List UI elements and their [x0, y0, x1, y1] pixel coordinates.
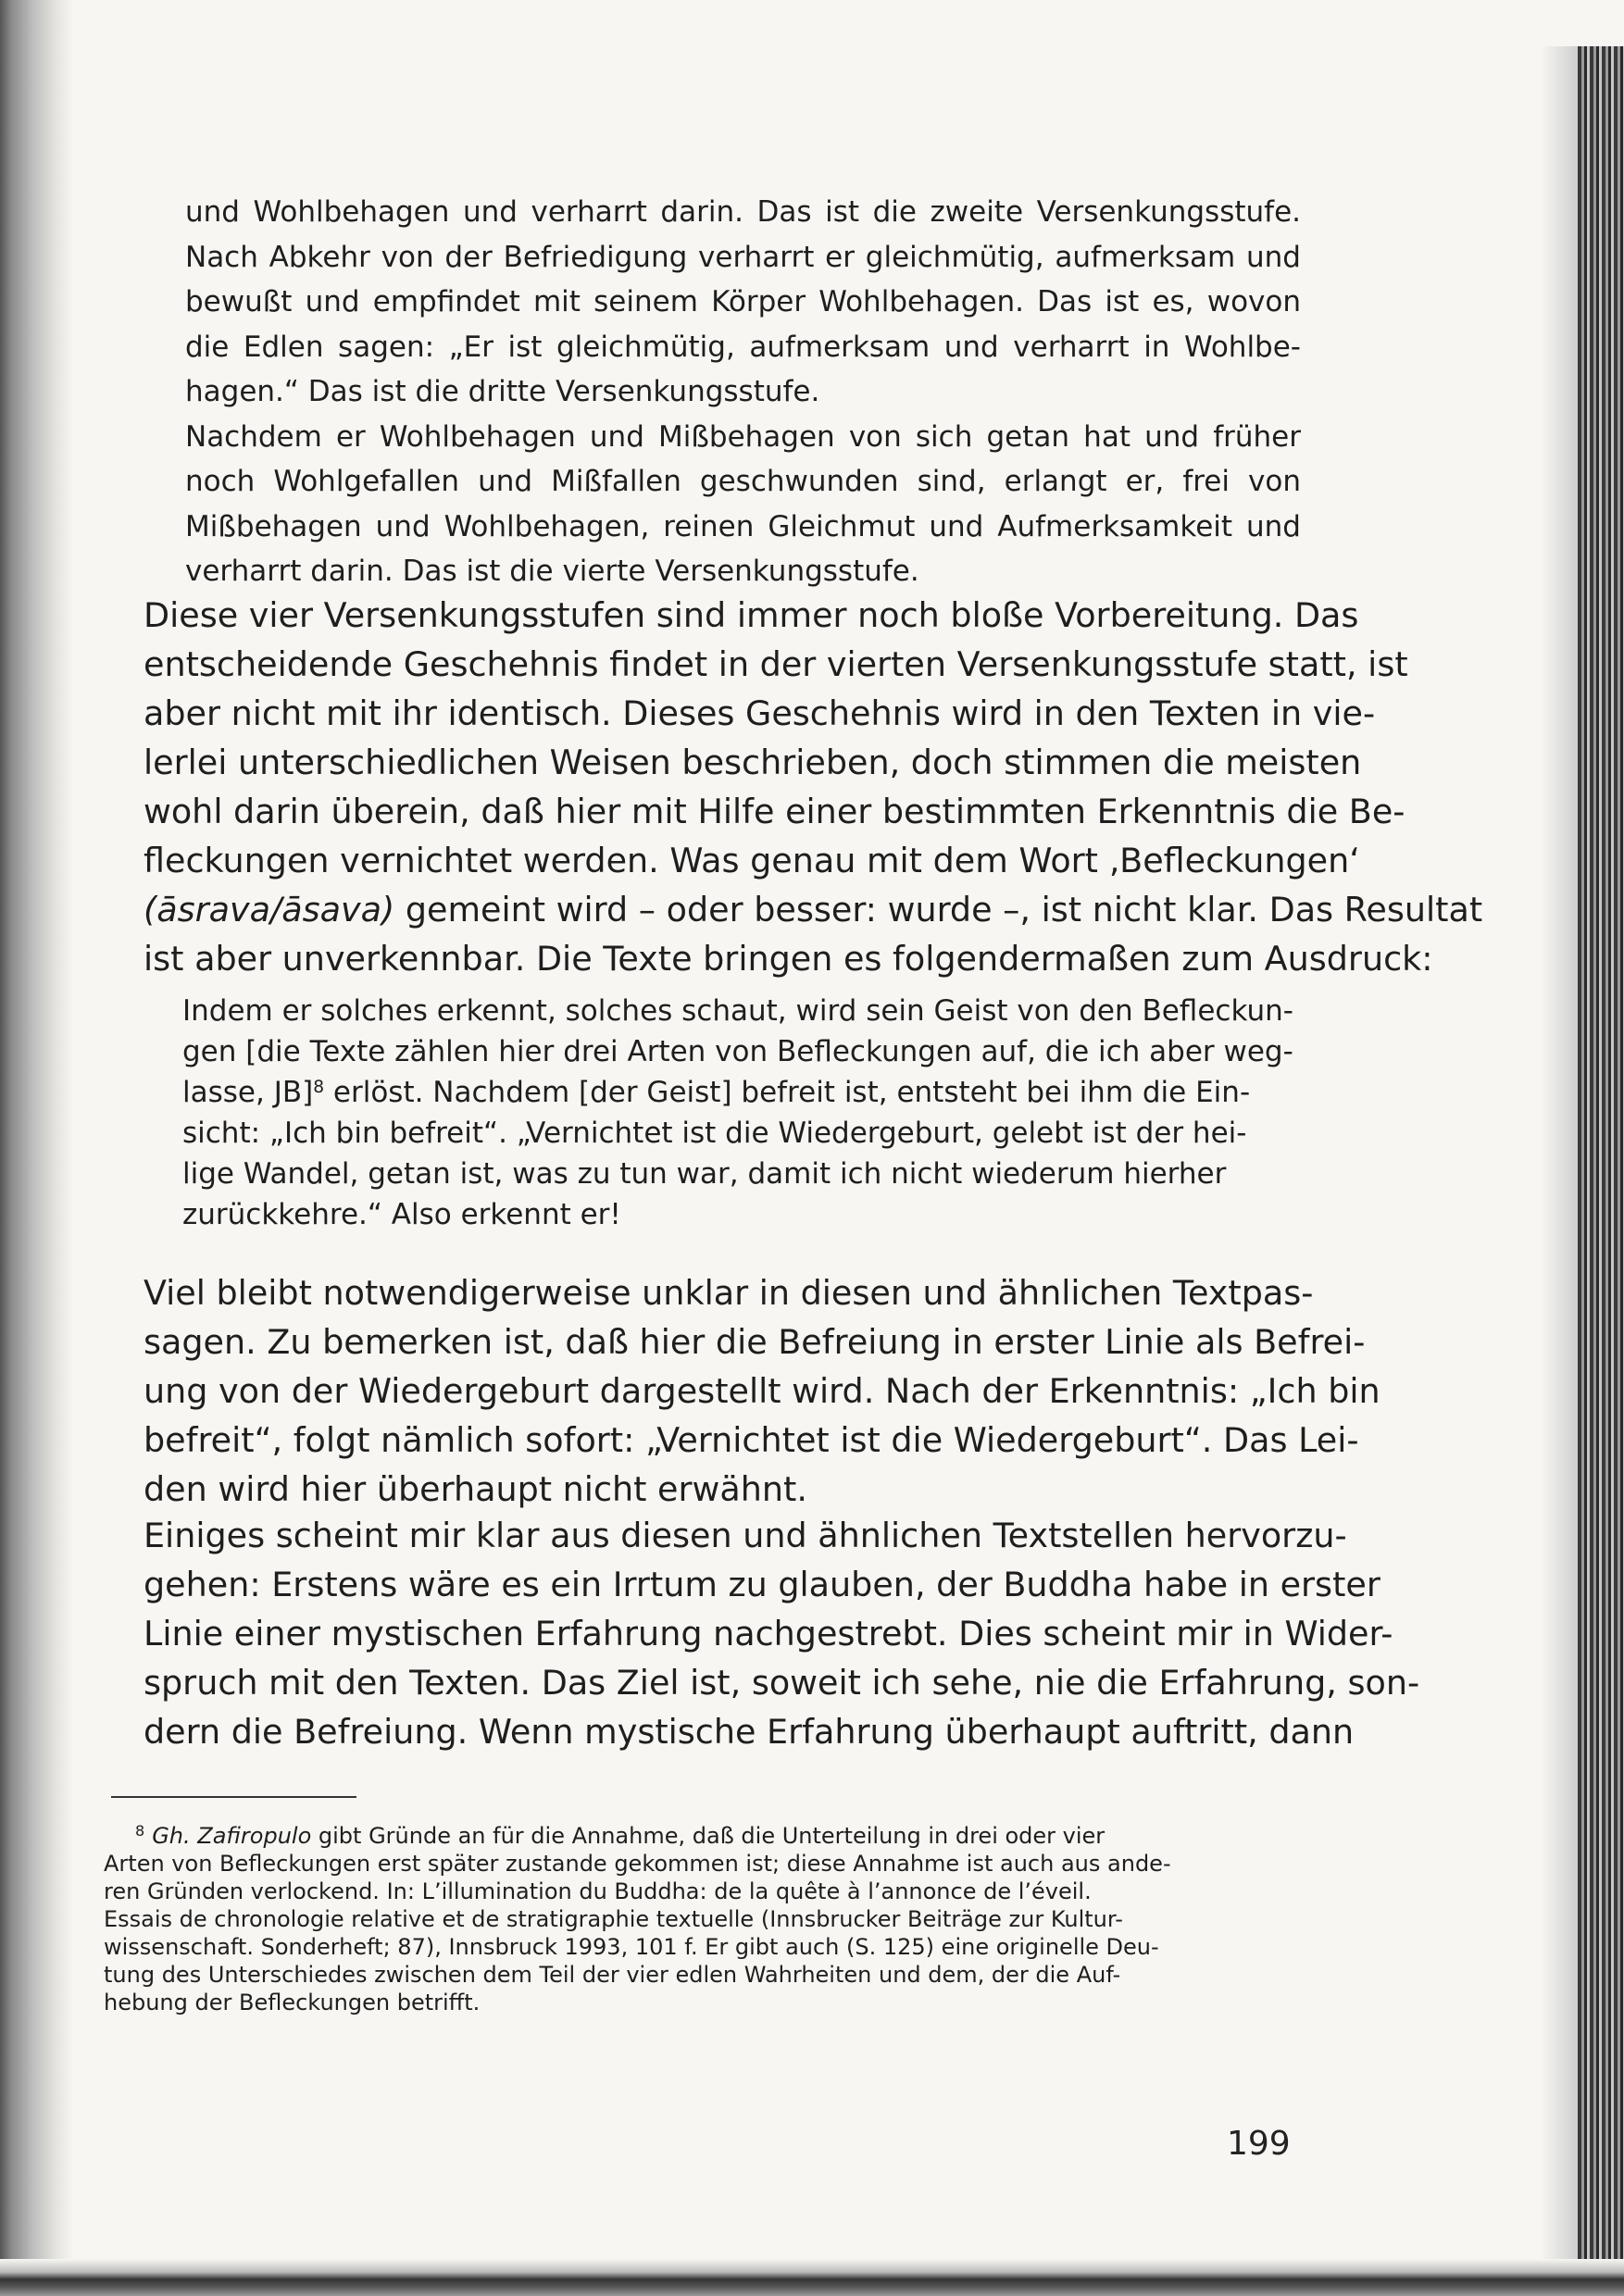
text-line: Mißbehagen und Wohlbehagen, reinen Gleichmut und Aufmerksamkeit und	[185, 509, 1301, 543]
text-line: Indem er solches erkennt, solches schaut, wird sein Geist von den Befleckun-	[182, 994, 1293, 1028]
text-line: lige Wandel, getan ist, was zu tun war, damit ich nicht wiederum hierher	[182, 1157, 1227, 1191]
text-line: lerlei unterschiedlichen Weisen beschrieben, doch stimmen die meisten	[144, 742, 1362, 782]
text-line: ung von der Wiedergeburt dargestellt wird. Nach der Erkenntnis: „Ich bin	[144, 1371, 1380, 1411]
text-line: die Edlen sagen: „Er ist gleichmütig, aufmerksam und verharrt in Wohlbe-	[185, 330, 1301, 364]
scan-edge-left	[0, 0, 74, 2296]
text-line: noch Wohlgefallen und Mißfallen geschwunden sind, erlangt er, frei von	[185, 465, 1301, 498]
text-line: den wird hier überhaupt nicht erwähnt.	[144, 1469, 807, 1509]
text-line: Arten von Befleckungen erst später zustande gekommen ist; diese Annahme ist auch aus ande-	[104, 1851, 1171, 1877]
text-fragment: lasse, JB]	[182, 1076, 314, 1109]
text-line: gen [die Texte zählen hier drei Arten von Befleckungen auf, die ich aber weg-	[182, 1035, 1293, 1068]
text-fragment: gibt Gründe an für die Annahme, daß die Unterteilung in drei oder vier	[311, 1823, 1106, 1849]
text-fragment: erlöst. Nachdem [der Geist] befreit ist, entsteht bei ihm die Ein-	[324, 1076, 1251, 1109]
footnote-author: Gh. Zafiropulo	[152, 1823, 312, 1849]
page-number: 199	[1227, 2125, 1291, 2163]
text-line: Essais de chronologie relative et de stratigraphie textuelle (Innsbrucker Beiträge zur Kultur-	[104, 1906, 1123, 1932]
text-line: Nachdem er Wohlbehagen und Mißbehagen von sich getan hat und früher	[185, 419, 1301, 454]
paragraph-unklar	[144, 1268, 1380, 1514]
text-line: Diese vier Versenkungsstufen sind immer noch bloße Vorbereitung. Das	[144, 595, 1359, 635]
scan-edge-right	[1578, 46, 1624, 2268]
text-line: und Wohlbehagen und verharrt darin. Das ist die zweite Versenkungsstufe.	[185, 195, 1301, 229]
text-line: wohl darin überein, daß hier mit Hilfe einer bestimmten Erkenntnis die Be-	[144, 792, 1405, 831]
text-line: Einiges scheint mir klar aus diesen und ähnlichen Textstellen hervorzu-	[144, 1516, 1347, 1555]
text-line: Linie einer mystischen Erfahrung nachgestrebt. Dies scheint mir in Wider-	[144, 1614, 1393, 1653]
text-line: bewußt und empfindet mit seinem Körper Wohlbehagen. Das ist es, wovon	[185, 285, 1301, 318]
text-line: hagen.“ Das ist die dritte Versenkungsstufe.	[185, 375, 820, 408]
text-line: zurückkehre.“ Also erkennt er!	[182, 1198, 621, 1231]
footnote-divider	[111, 1796, 356, 1798]
scan-edge-bottom	[0, 2259, 1624, 2296]
text-line: gehen: Erstens wäre es ein Irrtum zu glauben, der Buddha habe in erster	[144, 1565, 1380, 1604]
scan-shadow-right	[1541, 46, 1578, 2268]
text-line: tung des Unterschiedes zwischen dem Teil der vier edlen Wahrheiten und dem, der die Auf-	[104, 1962, 1121, 1988]
paragraph-versenkungsstufen	[144, 591, 1483, 983]
text-line: sagen. Zu bemerken ist, daß hier die Befreiung in erster Linie als Befrei-	[144, 1322, 1366, 1362]
text-line: verharrt darin. Das ist die vierte Versenkungsstufe.	[185, 555, 919, 588]
text-line: dern die Befreiung. Wenn mystische Erfahrung überhaupt auftritt, dann	[144, 1712, 1355, 1752]
footnote-8	[104, 1817, 1303, 2016]
text-line: Viel bleibt notwendigerweise unklar in diesen und ähnlichen Textpas-	[144, 1273, 1314, 1313]
text-line: ist aber unverkennbar. Die Texte bringen es folgendermaßen zum Ausdruck:	[144, 939, 1433, 979]
footnote-reference[interactable]: 8	[313, 1077, 325, 1097]
quote-block-meditation-stages	[185, 190, 1301, 594]
text-line: ren Gründen verlockend. In: L’illumination du Buddha: de la quête à l’annonce de l’éveil.	[104, 1878, 1092, 1904]
text-line: hebung der Befleckungen betrifft.	[104, 1990, 481, 2015]
text-line: befreit“, folgt nämlich sofort: „Vernichtet ist die Wiedergeburt“. Das Lei-	[144, 1420, 1359, 1460]
text-line: aber nicht mit ihr identisch. Dieses Geschehnis wird in den Texten in vie-	[144, 693, 1376, 733]
text-line	[144, 885, 1483, 934]
text-line: fleckungen vernichtet werden. Was genau mit dem Wort ‚Befleckungen‘	[144, 841, 1360, 880]
footnote-number: 8	[135, 1822, 145, 1840]
text-line	[182, 1072, 1301, 1113]
text-line: spruch mit den Texten. Das Ziel ist, soweit ich sehe, nie die Erfahrung, son-	[144, 1663, 1420, 1703]
paragraph-einiges	[144, 1511, 1420, 1756]
sanskrit-term: (āsrava/āsava)	[144, 890, 395, 930]
text-line: wissenschaft. Sonderheft; 87), Innsbruck 1993, 101 f. Er gibt auch (S. 125) eine originelle Deu-	[104, 1934, 1159, 1960]
text-line	[104, 1817, 1303, 1850]
text-line: sicht: „Ich bin befreit“. „Vernichtet ist die Wiedergeburt, gelebt ist der hei-	[182, 1117, 1247, 1150]
text-line: entscheidende Geschehnis findet in der vierten Versenkungsstufe statt, ist	[144, 644, 1408, 684]
quote-block-liberation	[182, 991, 1301, 1235]
text-fragment: gemeint wird – oder besser: wurde –, ist nicht klar. Das Resultat	[394, 890, 1483, 930]
text-line: Nach Abkehr von der Befriedigung verharrt er gleichmütig, aufmerksam und	[185, 240, 1301, 274]
